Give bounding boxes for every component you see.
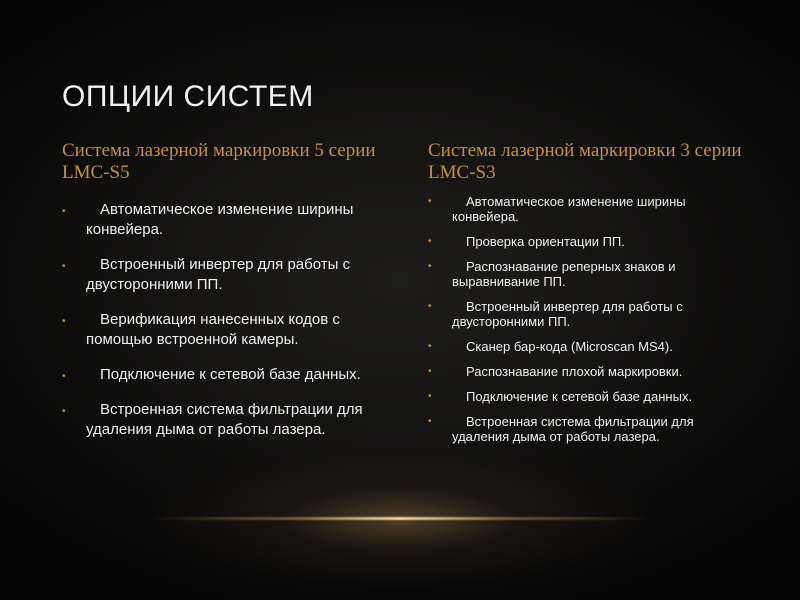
right-feature-list	[428, 194, 748, 444]
list-item-text: Встроенный инвертер для работы с двусторонними ПП.	[86, 256, 351, 293]
list-item	[428, 339, 748, 354]
list-item	[62, 400, 382, 440]
bullet-icon: •	[428, 341, 432, 352]
list-item	[428, 194, 748, 224]
list-item-text: Автоматическое изменение ширины конвейера.	[86, 201, 354, 238]
left-column-heading: Система лазерной маркировки 5 серии LMC-S5	[62, 140, 376, 183]
bullet-icon: •	[62, 316, 66, 327]
list-item-text: Проверка ориентации ПП.	[466, 234, 625, 249]
list-item-text: Распознавание плохой маркировки.	[466, 364, 683, 379]
right-column-heading: Система лазерной маркировки 3 серии LMC-S3	[428, 140, 742, 183]
left-feature-list	[62, 200, 382, 440]
list-item-text: Распознавание реперных знаков и выравнивание ПП.	[452, 259, 676, 289]
bullet-icon: •	[428, 391, 432, 402]
list-item	[62, 310, 382, 350]
bullet-icon: •	[62, 261, 66, 272]
list-item	[428, 234, 748, 249]
list-item	[62, 365, 382, 385]
list-item	[428, 259, 748, 289]
bullet-icon: •	[62, 371, 66, 382]
list-item	[428, 299, 748, 329]
list-item-text: Подключение к сетевой базе данных.	[466, 389, 693, 404]
list-item-text: Подключение к сетевой базе данных.	[100, 366, 361, 383]
list-item-text: Сканер бар-кода (Microscan MS4).	[466, 339, 673, 354]
list-item	[428, 389, 748, 404]
list-item	[62, 200, 382, 240]
bullet-icon: •	[62, 406, 66, 417]
list-item-text: Встроенный инвертер для работы с двусторонними ПП.	[452, 299, 683, 329]
bullet-icon: •	[428, 416, 432, 427]
list-item	[62, 255, 382, 295]
bullet-icon: •	[428, 196, 432, 207]
bullet-icon: •	[62, 206, 66, 217]
bullet-icon: •	[428, 261, 432, 272]
list-item-text: Встроенная система фильтрации для удаления дыма от работы лазера.	[86, 401, 363, 438]
list-item	[428, 414, 748, 444]
list-item	[428, 364, 748, 379]
bullet-icon: •	[428, 301, 432, 312]
bullet-icon: •	[428, 236, 432, 247]
list-item-text: Автоматическое изменение ширины конвейера.	[452, 194, 686, 224]
left-column	[62, 140, 382, 455]
list-item-text: Верификация нанесенных кодов с помощью встроенной камеры.	[86, 311, 340, 348]
list-item-text: Встроенная система фильтрации для удаления дыма от работы лазера.	[452, 414, 694, 444]
decorative-glow-line	[150, 517, 650, 520]
bullet-icon: •	[428, 366, 432, 377]
right-column	[428, 140, 748, 454]
slide-title: ОПЦИИ СИСТЕМ	[62, 80, 314, 113]
